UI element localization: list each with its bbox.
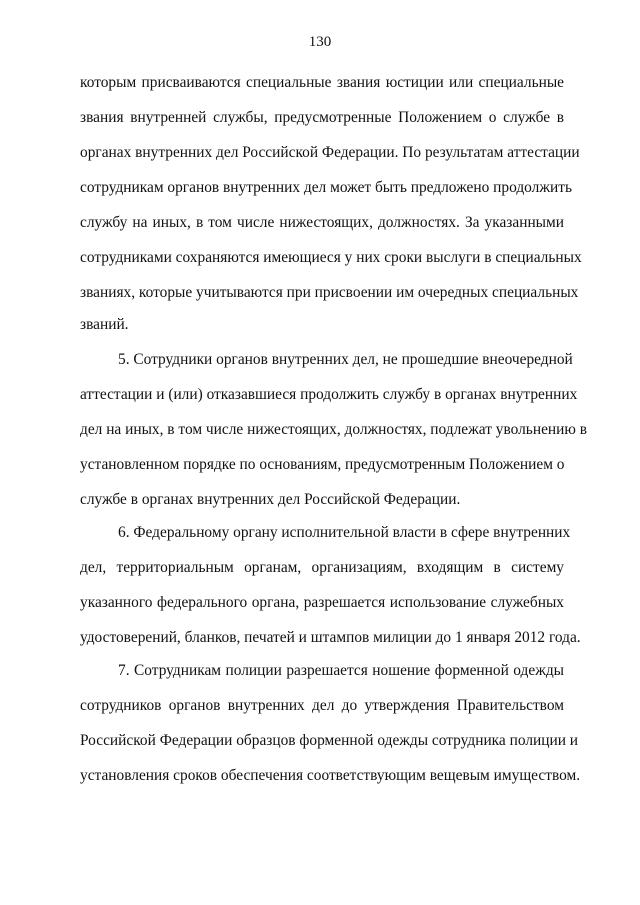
text-line: сотрудников органов внутренних дел до утверждения Правительством (80, 697, 564, 714)
text-line: сотрудниками сохраняются имеющиеся у них сроки выслуги в специальных (80, 249, 582, 266)
text-line: удостоверений, бланков, печатей и штампов милиции до 1 января 2012 года. (80, 629, 581, 646)
text-line: званиях, которые учитываются при присвоении им очередных специальных (80, 284, 579, 301)
text-line: 7. Сотрудникам полиции разрешается ношение форменной одежды (118, 662, 564, 679)
text-line: 6. Федеральному органу исполнительной власти в сфере внутренних (118, 524, 571, 541)
text-line: службе в органах внутренних дел Российской Федерации. (80, 491, 461, 508)
text-line: службу на иных, в том числе нижестоящих, должностях. За указанными (80, 214, 564, 231)
text-line: 5. Сотрудники органов внутренних дел, не прошедшие внеочередной (118, 351, 573, 368)
text-line: органах внутренних дел Российской Федерации. По результатам аттестации (80, 144, 580, 161)
text-line: установленном порядке по основаниям, предусмотренным Положением о (80, 456, 565, 473)
text-line: сотрудникам органов внутренних дел может быть предложено продолжить (80, 179, 572, 196)
page-number: 130 (308, 34, 332, 50)
text-line: дел, территориальным органам, организациям, входящим в систему (80, 559, 564, 576)
text-line: дел на иных, в том числе нижестоящих, должностях, подлежат увольнению в (80, 421, 587, 438)
text-line: Российской Федерации образцов форменной одежды сотрудника полиции и (80, 732, 579, 749)
text-line: аттестации и (или) отказавшиеся продолжить службу в органах внутренних (80, 386, 578, 403)
text-line: которым присваиваются специальные звания юстиции или специальные (80, 74, 564, 91)
text-line: звания внутренней службы, предусмотренные Положением о службе в (80, 109, 564, 126)
text-line: званий. (80, 316, 129, 333)
text-line: установления сроков обеспечения соответствующим вещевым имуществом. (80, 767, 581, 784)
text-line: указанного федерального органа, разрешается использование служебных (80, 594, 564, 611)
